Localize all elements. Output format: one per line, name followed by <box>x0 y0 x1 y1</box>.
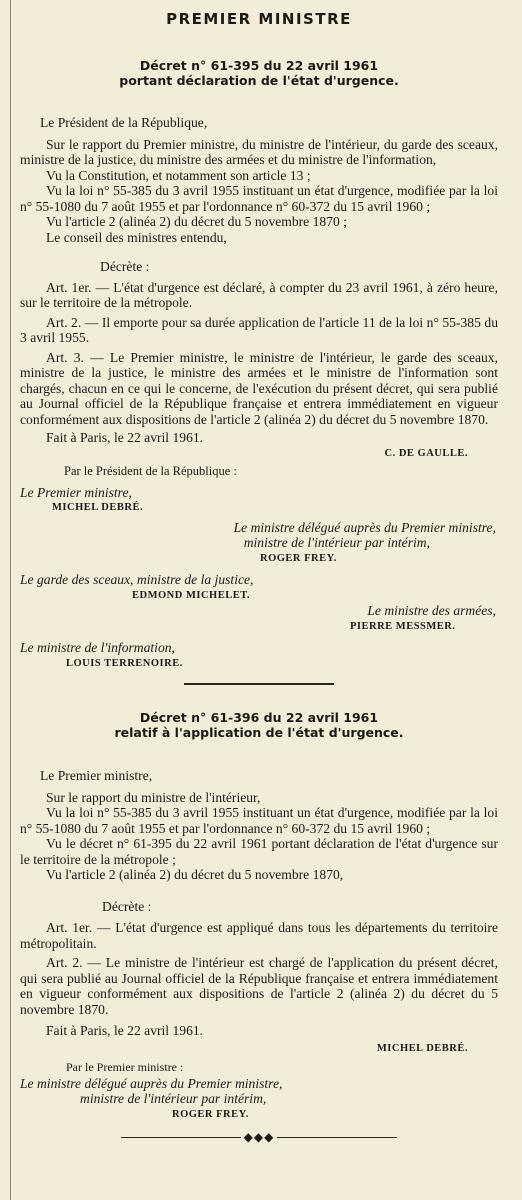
decree-subtitle: relatif à l'application de l'état d'urgence. <box>114 724 404 740</box>
signatory-title: ministre de l'intérieur par intérim, <box>80 1091 267 1106</box>
decree-title: Décret n° 61-396 du 22 avril 1961 <box>139 710 379 725</box>
signatory-title: Le ministre délégué auprès du Premier ministre, <box>20 1075 283 1091</box>
article-2: Art. 2. — Il emporte pour sa durée application de l'article 11 de la loi n° 55-385 du 3 avril 1955. <box>20 314 498 345</box>
page-margin-rule <box>10 0 11 1200</box>
decree-61-396 <box>20 711 498 1122</box>
end-ornament <box>20 1130 498 1146</box>
ornament-rule <box>277 1137 397 1138</box>
signatory-name: ROGER FREY. <box>260 552 337 564</box>
decree-intro: Le Premier ministre, <box>40 768 153 783</box>
decree-intro: Le Président de la République, <box>40 115 208 130</box>
visa-paragraph: Vu l'article 2 (alinéa 2) du décret du 5 novembre 1870, <box>46 867 344 882</box>
signatory-title: Le garde des sceaux, ministre de la justice, <box>20 572 254 587</box>
signatory-name: EDMOND MICHELET. <box>132 589 251 601</box>
signing-place-date: Fait à Paris, le 22 avril 1961. <box>46 1023 204 1038</box>
article-1: Art. 1er. — L'état d'urgence est déclaré, à compter du 23 avril 1961, à zéro heure, sur le territoire de la métropole. <box>20 279 498 310</box>
visa-paragraph: Vu la loi n° 55-385 du 3 avril 1955 instituant un état d'urgence, modifiée par la loi n° 55-1080 du 7 août 1955 et par l'ordonnance n° 60-372 du 15 avril 1960 ; <box>20 805 498 836</box>
ornament-rule <box>121 1137 241 1138</box>
gazette-page <box>20 0 498 1146</box>
signatory-name: MICHEL DEBRÉ. <box>376 1042 468 1054</box>
visa-paragraph: Vu la Constitution, et notamment son article 13 ; <box>46 167 311 183</box>
signatory-title: ministre de l'intérieur par intérim, <box>243 535 430 550</box>
decrete-heading: Décrète : <box>100 259 150 274</box>
section-header: PREMIER MINISTRE <box>166 10 352 28</box>
signatory-title: Le ministre délégué auprès du Premier ministre, <box>233 519 496 535</box>
signatory-name: ROGER FREY. <box>172 1108 249 1120</box>
visa-paragraph: Sur le rapport du ministre de l'intérieur, <box>46 789 261 805</box>
ornament-diamonds: ◆◆◆ <box>243 1130 275 1144</box>
signatory-title: Le Premier ministre, <box>20 484 132 500</box>
article-1: Art. 1er. — L'état d'urgence est appliqué dans tous les départements du territoire métropolitain. <box>20 920 498 951</box>
signatory-name: LOUIS TERRENOIRE. <box>66 657 183 669</box>
signatory-title: Le ministre des armées, <box>367 603 496 618</box>
signatory-name: C. DE GAULLE. <box>384 447 468 459</box>
signatory-title: Le ministre de l'information, <box>20 640 175 655</box>
signatory-name: MICHEL DEBRÉ. <box>52 502 144 513</box>
decree-61-395 <box>20 59 498 671</box>
countersign-intro: Par le Président de la République : <box>64 464 237 478</box>
countersign-intro: Par le Premier ministre : <box>66 1060 184 1074</box>
signatory-name: PIERRE MESSMER. <box>350 620 456 632</box>
decrete-heading: Décrète : <box>102 898 152 914</box>
visa-paragraph: Vu le décret n° 61-395 du 22 avril 1961 portant déclaration de l'état d'urgence sur le territoire de la métropole ; <box>20 836 498 867</box>
article-3: Art. 3. — Le Premier ministre, le ministre de l'intérieur, le garde des sceaux, ministre de la justice, le ministre des armées et le ministre de l'information sont chargés, chacun en ce qui le concerne, de l'exécution du présent décret, qui sera publié au Journal officiel de la République française et entrera immédiatement en vigueur conformément aux dispositions de l'article 2 (alinéa 2) du décret du 5 novembre 1870. <box>20 349 498 427</box>
visa-paragraph: Sur le rapport du Premier ministre, du ministre de l'intérieur, du garde des sceaux, ministre de la justice, du ministre des armées et du ministre de l'information, <box>20 136 498 167</box>
decree-subtitle: portant déclaration de l'état d'urgence. <box>119 72 399 88</box>
signing-place-date: Fait à Paris, le 22 avril 1961. <box>46 430 204 445</box>
visa-paragraph: Le conseil des ministres entendu, <box>46 229 227 245</box>
article-2: Art. 2. — Le ministre de l'intérieur est chargé de l'application du présent décret, qui sera publié au Journal officiel de la République française et entrera immédiatement en vigueur conformément aux dispositions de l'article 2 (alinéa 2) du décret du 5 novembre 1870. <box>20 955 498 1017</box>
decree-title: Décret n° 61-395 du 22 avril 1961 <box>139 58 379 73</box>
visa-paragraph: Vu la loi n° 55-385 du 3 avril 1955 instituant un état d'urgence, modifiée par la loi n° 55-1080 du 7 août 1955 et par l'ordonnance n° 60-372 du 15 avril 1960 ; <box>20 183 498 214</box>
section-divider <box>184 683 334 685</box>
visa-paragraph: Vu l'article 2 (alinéa 2) du décret du 5 novembre 1870 ; <box>46 214 347 229</box>
